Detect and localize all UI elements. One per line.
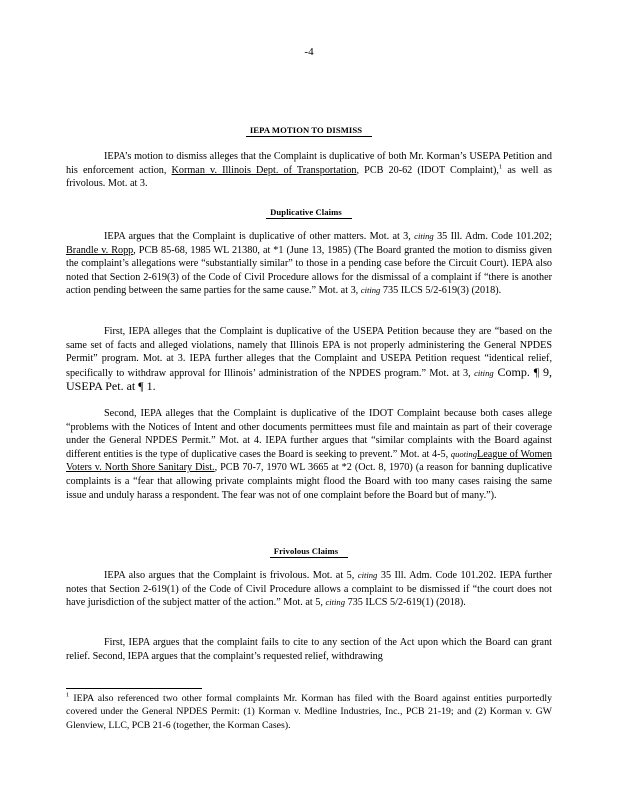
paragraph-intro: IEPA’s motion to dismiss alleges that the Complaint is duplicative of both Mr. Korman’s USEPA Petition and his enforcement action, Korman v. Illinois Dept. of Transportation, PCB 20-62 (IDOT Complaint),$^1$ as well as frivolous. Mot. at 3. (66, 151, 553, 190)
footnote (66, 692, 552, 732)
heading-frivolous-claims: Frivolous Claims (0, 545, 618, 559)
footnote-text: IEPA also referenced two other formal complaints Mr. Korman has filed with the Board against entities purportedly covered under the General NPDES Permit: (1) Korman v. Medline Industries, Inc., PCB 21-19; and (2) Korman v. GW Glenview, LLC, PCB 21-6 (together, the Korman Cases). (66, 693, 552, 731)
case-citation: Brandle v. Ropp (66, 244, 134, 256)
case-citation: Korman v. Illinois Dept. of Transportation (171, 164, 357, 176)
paragraph-duplicative-overview: IEPA argues that the Complaint is duplicative of other matters. Mot. at 3, citing 35 Ill. Adm. Code 101.202; Brandle v. Ropp, PCB 85-68, 1985 WL 21380, at *1 (June 13, 1985) (The Board granted the motion to dismiss given the complaint’s allegations were “substantially similar” to those in a pending case before the Circuit Court). IEPA also noted that Section 2-619(3) of the Code of Civil Procedure allows for the dismissal of a complaint if “there is another action pending between the same parties for the same cause.” Mot. at 3, citing 735 ILCS 5/2-619(3) (2018). (66, 231, 552, 297)
paragraph-frivolous: IEPA also argues that the Complaint is frivolous. Mot. at 5, citing 35 Ill. Adm. Code 101.202. IEPA further notes that Section 2-619(1) of the Code of Civil Procedure allows a complaint to be dismissed if “the court does not have jurisdiction of the subject matter of the action.” Mot. at 5, citing 735 ILCS 5/2-619(1) (2018). (66, 570, 552, 609)
case-citation: League of Women Voters v. North Shore Sanitary Dist. (66, 448, 552, 474)
paragraph-idot-complaint: Second, IEPA alleges that the Complaint is duplicative of the IDOT Complaint because both cases allege “problems with the Notices of Intent and other documents permittees must file and maintain as part of their coverage under the General NPDES Permit.” Mot. at 4. IEPA further argues that “similar complaints with the Board against different entities is the type of duplicative cases the Board is seeking to prevent.” Mot. at 4-5, quotingLeague of Women Voters v. North Shore Sanitary Dist., PCB 70-7, 1970 WL 3665 at *2 (Oct. 8, 1970) (a reason for banning duplicative complaints is a “fear that allowing private complaints might flood the Board with too many cases raising the same issue and unduly harass a respondent. The fear was not of one complaint before the Board but of many.”). (66, 408, 553, 501)
footnote-separator (66, 688, 202, 689)
page-number: -4 (304, 46, 314, 58)
paragraph-usepa-petition: First, IEPA alleges that the Complaint is duplicative of the USEPA Petition because they are “based on the same set of facts and alleged violations, namely that Illinois EPA is not properly administering the General NPDES Permit” program. Mot. at 3. IEPA further alleges that the Complaint and USEPA Petition request “identical relief, specifically to withdraw approval for Illinois’ administration of the NPDES program.” Mot. at 3, citing Comp. ¶ 9, USEPA Pet. at ¶ 1. (66, 326, 552, 394)
footnote-number: 1 (66, 691, 70, 699)
paragraph-frivolous-arguments: First, IEPA argues that the complaint fails to cite to any section of the Act upon which the Board can grant relief. Second, IEPA argues that the complaint’s requested relief, withdrawing (66, 637, 552, 662)
footnote-marker: 1 (498, 163, 503, 171)
heading-motion-to-dismiss: IEPA MOTION TO DISMISS (0, 124, 618, 138)
heading-duplicative-claims: Duplicative Claims (0, 206, 618, 220)
